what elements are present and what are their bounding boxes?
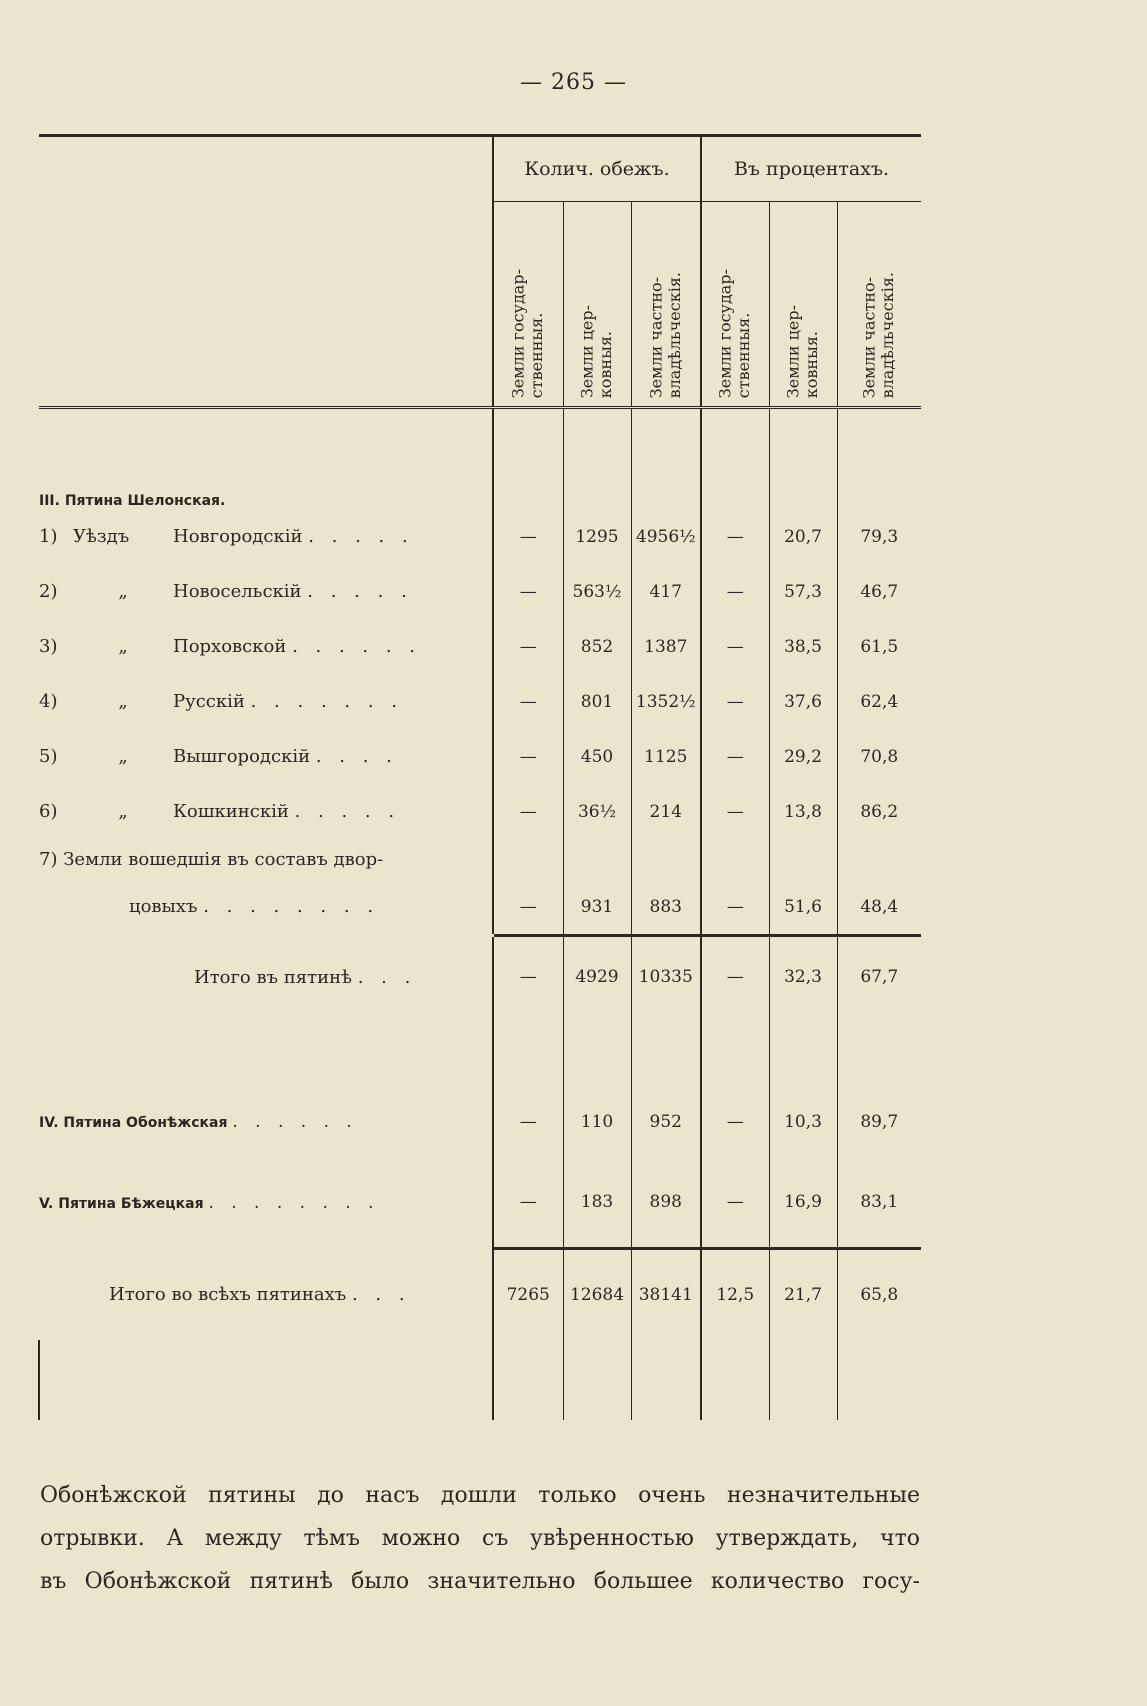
land-statistics-table — [38, 134, 921, 1420]
table-row: 7) Земли вошедшія въ составъ двор- — [39, 839, 921, 879]
body-text — [40, 1474, 920, 1603]
table-row: 5) „ Вышгородскій . . . . — 450 1125 — 29,2 70,8 — [39, 729, 921, 784]
body-line: Обонѣжской пятины до насъ дошли только очень незначительные — [40, 1483, 920, 1508]
table-row: 2) „ Новосельскій . . . . . — 563½ 417 — 57,3 46,7 — [39, 564, 921, 619]
col-header-private-count: Земли частно- владѣльческія. — [631, 202, 701, 408]
total-row-pyatina: Итого въ пятинѣ . . . — 4929 10335 — 32,3 67,7 — [39, 936, 921, 1018]
col-header-church-count: Земли цер- ковныя. — [563, 202, 631, 408]
table-row: цовыхъ . . . . . . . . — 931 883 — 51,6 48,4 — [39, 879, 921, 936]
group-header-count: Колич. обежъ. — [493, 136, 701, 202]
table-row: 4) „ Русскій . . . . . . . — 801 1352½ — 37,6 62,4 — [39, 674, 921, 729]
section-row-bezhets: V. Пятина Бѣжецкая . . . . . . . . — 183 898 — 16,9 83,1 — [39, 1157, 921, 1249]
grand-total-row: Итого во всѣхъ пятинахъ . . . 7265 12684 38141 12,5 21,7 65,8 — [39, 1249, 921, 1341]
table-row: 3) „ Порховской . . . . . . — 852 1387 — 38,5 61,5 — [39, 619, 921, 674]
col-header-private-percent: Земли частно- владѣльческія. — [837, 202, 921, 408]
col-header-state-count: Земли государ- ственныя. — [493, 202, 563, 408]
table-row: 6) „ Кошкинскій . . . . . — 36½ 214 — 13,8 86,2 — [39, 784, 921, 839]
header-corner — [39, 136, 493, 408]
col-header-state-percent: Земли государ- ственныя. — [701, 202, 769, 408]
section-row-obonezh: IV. Пятина Обонѣжская . . . . . . — 110 952 — 10,3 89,7 — [39, 1087, 921, 1157]
page-number: — 265 — — [520, 70, 627, 95]
section-heading-shelon: III. Пятина Шелонская. — [39, 493, 226, 509]
group-header-percent: Въ процентахъ. — [701, 136, 921, 202]
body-line: отрывки. А между тѣмъ можно съ увѣренностью утверждать, что — [40, 1526, 920, 1551]
body-line: въ Обонѣжской пятинѣ было значительно большее количество госу- — [40, 1569, 920, 1594]
col-header-church-percent: Земли цер- ковныя. — [769, 202, 837, 408]
statistics-table-frame — [38, 134, 920, 1450]
table-row: 1) Уѣздъ Новгородскій . . . . . — 1295 4956½ — 20,7 79,3 — [39, 509, 921, 564]
